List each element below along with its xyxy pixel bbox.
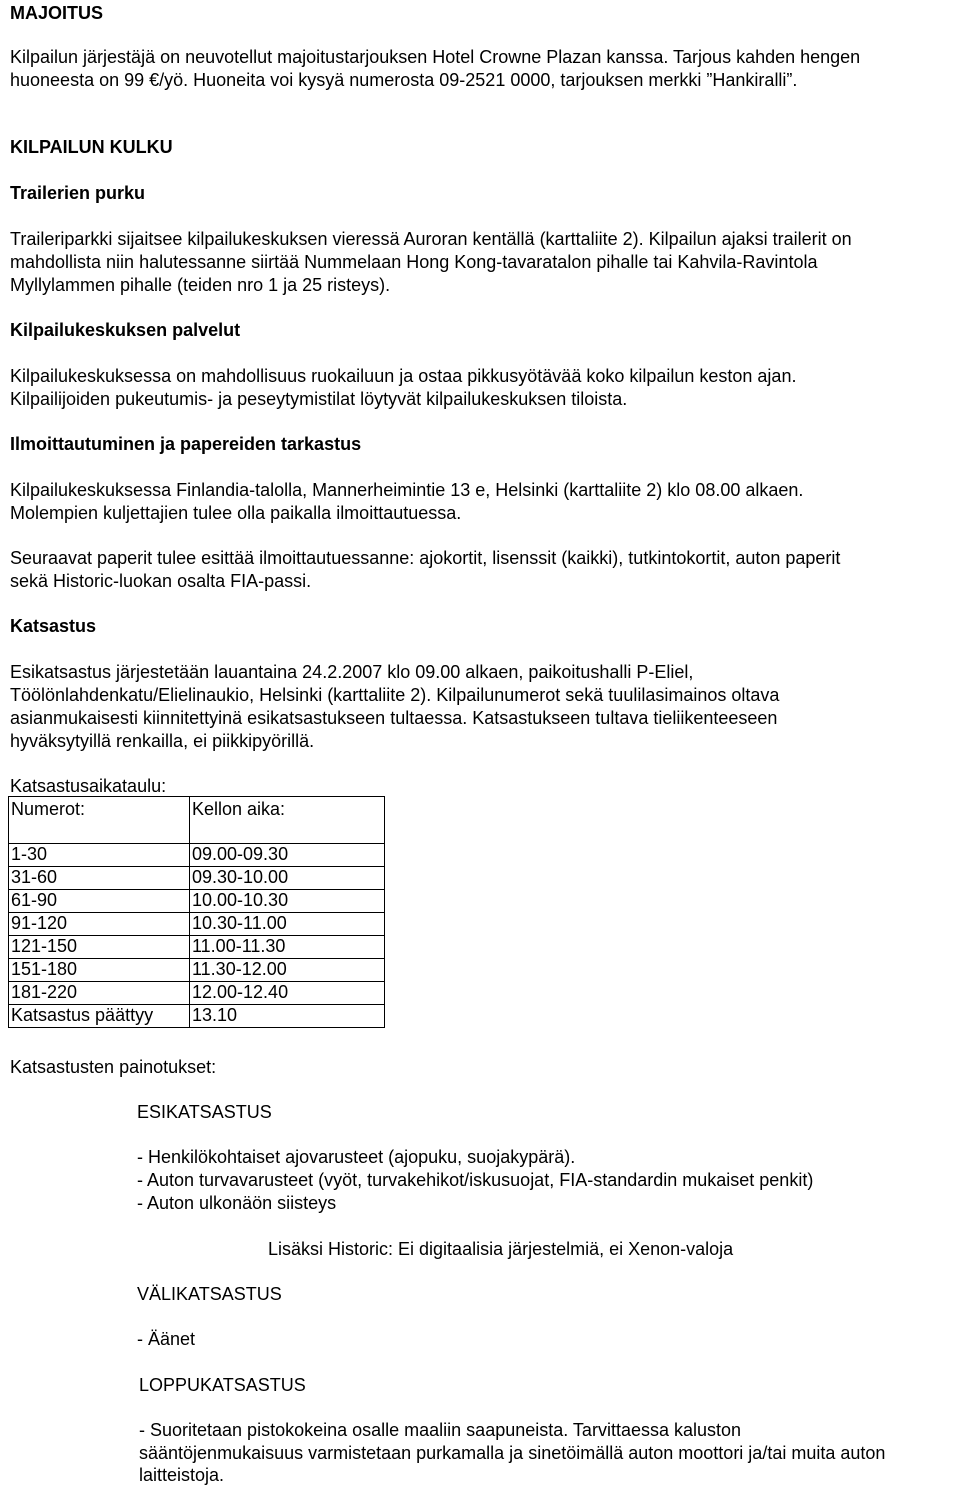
schedule-label: Katsastusaikataulu: — [10, 776, 167, 796]
heading-loppukatsastus: LOPPUKATSASTUS — [139, 1375, 306, 1395]
cell-time: 10.30-11.00 — [190, 913, 385, 936]
heading-katsastus: Katsastus — [10, 616, 97, 636]
paragraph-line: sääntöjenmukaisuus varmistetaan purkamalla ja sinetöimällä auton moottori ja/tai muita auton — [139, 1443, 886, 1463]
cell-time: 11.00-11.30 — [190, 936, 385, 959]
cell-numbers: 31-60 — [9, 867, 190, 890]
painotukset-label: Katsastusten painotukset: — [10, 1057, 217, 1077]
table-row — [9, 913, 385, 936]
cell-numbers: 121-150 — [9, 936, 190, 959]
column-header-numerot: Numerot: — [9, 797, 190, 844]
paragraph-line: Esikatsastus järjestetään lauantaina 24.2.2007 klo 09.00 alkaen, paikoitushalli P-Eliel, — [10, 662, 694, 682]
cell-time: 09.00-09.30 — [190, 844, 385, 867]
paragraph-line: laitteistoja. — [139, 1465, 225, 1485]
table-row — [9, 982, 385, 1005]
table-row — [9, 936, 385, 959]
cell-time: 11.30-12.00 — [190, 959, 385, 982]
list-item: - Äänet — [137, 1329, 196, 1349]
paragraph-line: Myllylammen pihalle (teiden nro 1 ja 25 risteys). — [10, 275, 391, 295]
paragraph-line: Töölönlahdenkatu/Elielinaukio, Helsinki (karttaliite 2). Kilpailunumerot sekä tuulilasimainos oltava — [10, 685, 780, 705]
cell-time: 10.00-10.30 — [190, 890, 385, 913]
cell-numbers: 91-120 — [9, 913, 190, 936]
paragraph-line: Kilpailukeskuksessa on mahdollisuus ruokailuun ja ostaa pikkusyötävää koko kilpailun keston ajan. — [10, 366, 797, 386]
paragraph-line: hyväksytyillä renkailla, ei piikkipyörillä. — [10, 731, 315, 751]
table-row — [9, 867, 385, 890]
heading-trailerien-purku: Trailerien purku — [10, 183, 146, 203]
paragraph-line: huoneesta on 99 €/yö. Huoneita voi kysyä numerosta 09-2521 0000, tarjouksen merkki ”Hankiralli”. — [10, 70, 798, 90]
schedule-table — [8, 796, 385, 1028]
paragraph-line: Kilpailijoiden pukeutumis- ja peseytymistilat löytyvät kilpailukeskuksen tiloista. — [10, 389, 628, 409]
heading-esikatsastus: ESIKATSASTUS — [137, 1102, 272, 1122]
table-row — [9, 959, 385, 982]
column-header-kellon-aika: Kellon aika: — [190, 797, 385, 844]
paragraph-line: sekä Historic-luokan osalta FIA-passi. — [10, 571, 312, 591]
paragraph-line: Molempien kuljettajien tulee olla paikalla ilmoittautuessa. — [10, 503, 462, 523]
paragraph-line: asianmukaisesti kiinnitettyinä esikatsastukseen tultaessa. Katsastukseen tultava tieliikenteeseen — [10, 708, 778, 728]
cell-numbers: 61-90 — [9, 890, 190, 913]
paragraph-line: Traileriparkki sijaitsee kilpailukeskuksen vieressä Auroran kentällä (karttaliite 2). Kilpailun ajaksi trailerit on — [10, 229, 852, 249]
table-row — [9, 844, 385, 867]
cell-numbers: 151-180 — [9, 959, 190, 982]
table-row — [9, 890, 385, 913]
cell-numbers: 1-30 — [9, 844, 190, 867]
list-item: - Auton ulkonäön siisteys — [137, 1193, 337, 1213]
cell-time: 09.30-10.00 — [190, 867, 385, 890]
table-header-row — [9, 797, 385, 844]
heading-valikatsastus: VÄLIKATSASTUS — [137, 1284, 282, 1304]
heading-kilpailun-kulku: KILPAILUN KULKU — [10, 137, 173, 157]
paragraph-line: Seuraavat paperit tulee esittää ilmoittautuessanne: ajokortit, lisenssit (kaikki), tutkintokortit, auton paperit — [10, 548, 841, 568]
cell-time: 13.10 — [190, 1005, 385, 1028]
table-row — [9, 1005, 385, 1028]
cell-numbers: 181-220 — [9, 982, 190, 1005]
paragraph-line: - Suoritetaan pistokokeina osalle maaliin saapuneista. Tarvittaessa kaluston — [139, 1420, 742, 1440]
paragraph-line: mahdollista niin halutessanne siirtää Nummelaan Hong Kong-tavaratalon pihalle tai Kahvila-Ravintola — [10, 252, 818, 272]
heading-ilmoittautuminen: Ilmoittautuminen ja papereiden tarkastus — [10, 434, 362, 454]
historic-note: Lisäksi Historic: Ei digitaalisia järjestelmiä, ei Xenon-valoja — [268, 1239, 734, 1259]
paragraph-line: Kilpailukeskuksessa Finlandia-talolla, Mannerheimintie 13 e, Helsinki (karttaliite 2) klo 08.00 alkaen. — [10, 480, 804, 500]
list-item: - Auton turvavarusteet (vyöt, turvakehikot/iskusuojat, FIA-standardin mukaiset penkit) — [137, 1170, 814, 1190]
cell-time: 12.00-12.40 — [190, 982, 385, 1005]
cell-numbers: Katsastus päättyy — [9, 1005, 190, 1028]
heading-palvelut: Kilpailukeskuksen palvelut — [10, 320, 241, 340]
paragraph-line: Kilpailun järjestäjä on neuvotellut majoitustarjouksen Hotel Crowne Plazan kanssa. Tarjous kahden hengen — [10, 47, 861, 67]
list-item: - Henkilökohtaiset ajovarusteet (ajopuku, suojakypärä). — [137, 1147, 576, 1167]
heading-majoitus: MAJOITUS — [10, 3, 104, 23]
